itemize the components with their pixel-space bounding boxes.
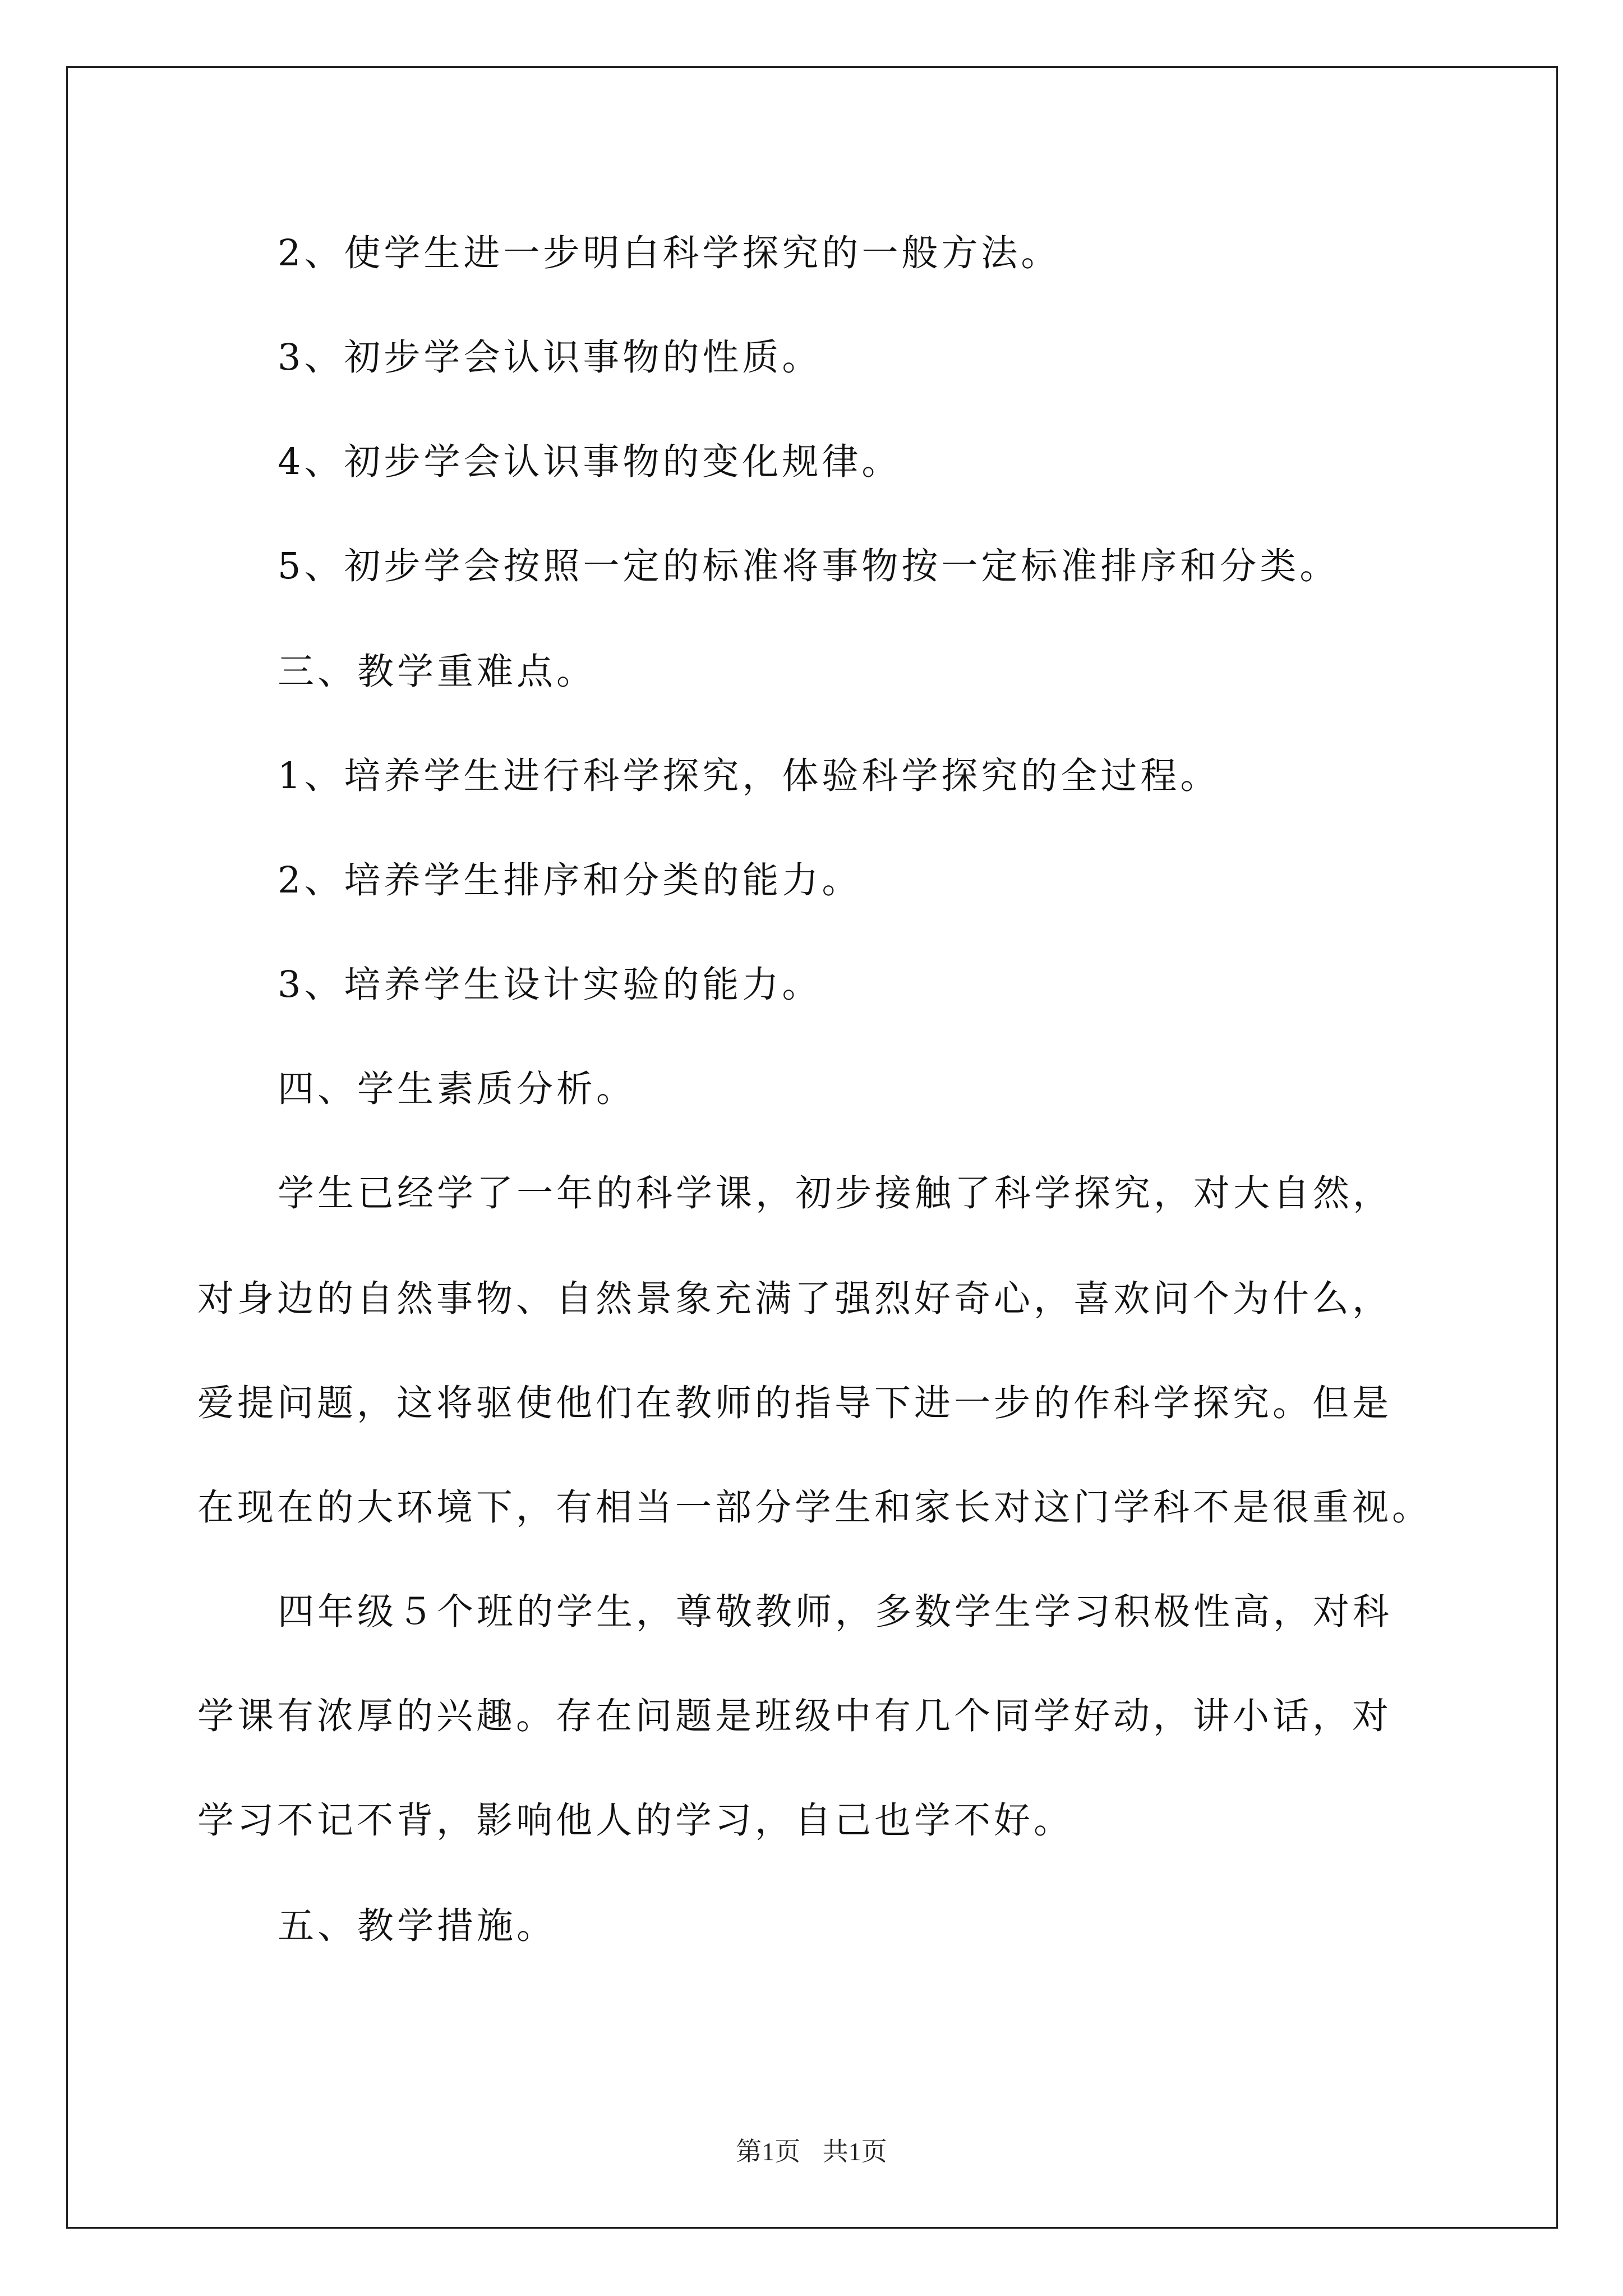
section-heading: 五、教学措施。	[278, 1905, 557, 1947]
paragraph-line: 4、初步学会认识事物的变化规律。	[278, 441, 902, 483]
section-heading: 四、学生素质分析。	[278, 1068, 637, 1110]
paragraph-line: 爱提问题，这将驱使他们在教师的指导下进一步的作科学探究。但是	[197, 1382, 1393, 1424]
paragraph-line: 5、初步学会按照一定的标准将事物按一定标准排序和分类。	[278, 545, 1340, 587]
paragraph-line: 2、使学生进一步明白科学探究的一般方法。	[278, 232, 1061, 274]
paragraph-line: 对身边的自然事物、自然景象充满了强烈好奇心，喜欢问个为什么，	[197, 1278, 1393, 1320]
section-heading: 三、教学重难点。	[278, 651, 597, 693]
paragraph-line: 在现在的大环境下，有相当一部分学生和家长对这门学科不是很重视。	[197, 1487, 1432, 1529]
page-footer	[0, 2136, 1623, 2168]
paragraph-line: 学课有浓厚的兴趣。存在问题是班级中有几个同学好动，讲小话，对	[197, 1695, 1393, 1737]
paragraph-line: 1、培养学生进行科学探究，体验科学探究的全过程。	[278, 755, 1220, 797]
page-total: 共1页	[822, 2137, 887, 2166]
paragraph-line: 学习不记不背，影响他人的学习，自己也学不好。	[197, 1800, 1074, 1842]
paragraph-line: 学生已经学了一年的科学课，初步接触了科学探究，对大自然，	[278, 1172, 1393, 1214]
paragraph-line: 3、初步学会认识事物的性质。	[278, 337, 822, 379]
paragraph-line: 3、培养学生设计实验的能力。	[278, 964, 822, 1006]
paragraph-line: 四年级５个班的学生，尊敬教师，多数学生学习积极性高，对科	[278, 1591, 1393, 1633]
paragraph-line: 2、培养学生排序和分类的能力。	[278, 859, 862, 901]
page-number: 第1页	[736, 2137, 801, 2166]
